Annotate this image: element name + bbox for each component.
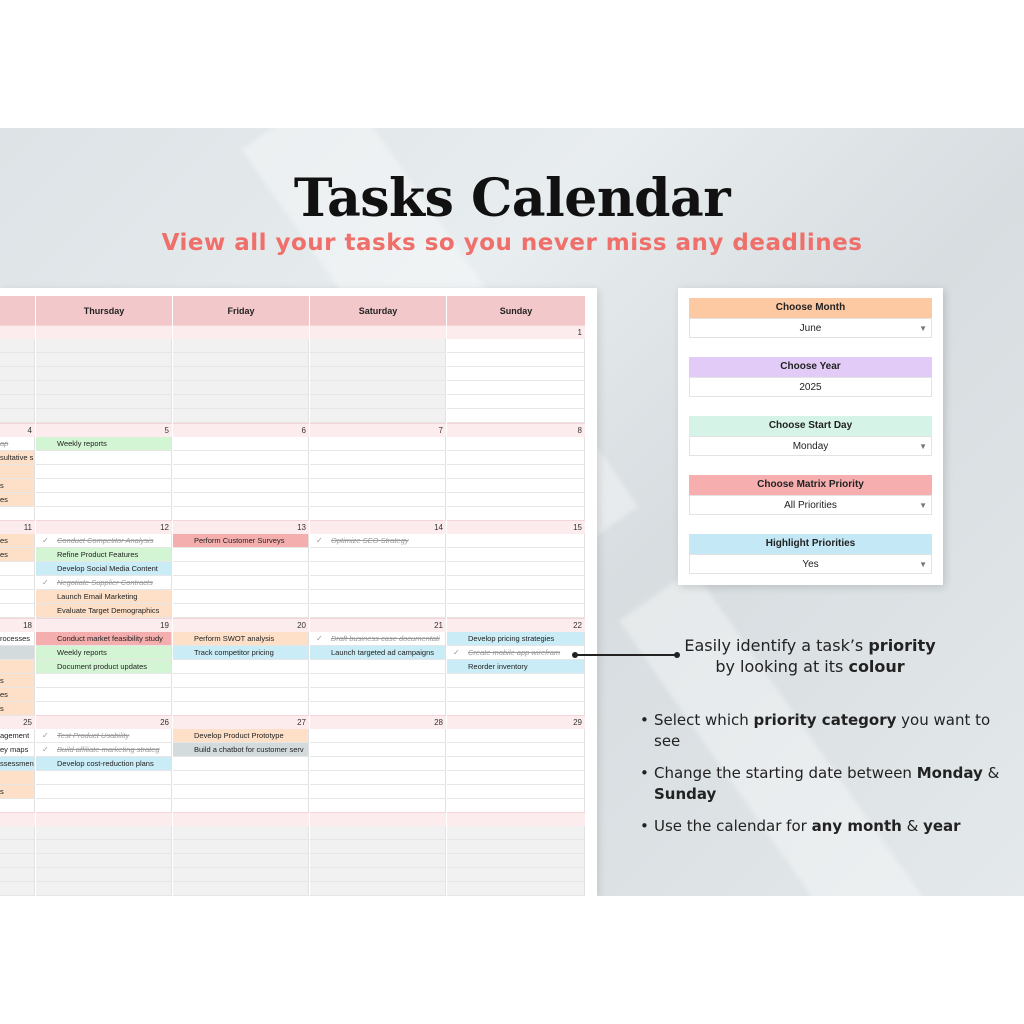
calendar-cell [447, 479, 585, 493]
banner-background [0, 128, 1024, 896]
task-item [0, 660, 35, 674]
calendar-cell [36, 381, 172, 395]
calendar-cell [310, 395, 446, 409]
calendar-cell [173, 576, 309, 590]
calendar-cell [173, 562, 309, 576]
calendar-cell [0, 353, 35, 367]
calendar-cell [36, 395, 172, 409]
calendar-cell [310, 381, 446, 395]
day-header-friday: Friday [173, 296, 309, 325]
calendar-cell [310, 840, 446, 854]
day-number: 11 [0, 520, 35, 534]
calendar-cell [173, 799, 309, 813]
check-icon: ✓ [316, 634, 323, 643]
bullet-item: • Select which priority category you want to see [640, 710, 1000, 752]
calendar-cell [310, 688, 446, 702]
calendar-cell [447, 534, 585, 548]
calendar-cell [310, 604, 446, 618]
calendar-cell [310, 367, 446, 381]
calendar-cell [173, 409, 309, 423]
calendar-cell [0, 868, 35, 882]
calendar-cell [36, 785, 172, 799]
calendar-cell [36, 493, 172, 507]
task-item: es [0, 688, 35, 702]
bullet-item: • Change the starting date between Monday & Sunday [640, 763, 1000, 805]
calendar-cell [0, 562, 35, 576]
calendar-cell [36, 771, 172, 785]
calendar-cell [310, 548, 446, 562]
calendar-cell [310, 882, 446, 896]
task-item: Track competitor pricing [173, 646, 309, 660]
calendar-cell [173, 840, 309, 854]
task-item: Reorder inventory [447, 660, 585, 674]
calendar-cell [447, 409, 585, 423]
calendar-cell [310, 479, 446, 493]
calendar-cell [310, 339, 446, 353]
control-label: Highlight Priorities [689, 534, 932, 554]
calendar-cell [447, 702, 585, 716]
calendar-cell [36, 799, 172, 813]
calendar-cell [36, 479, 172, 493]
day-number: 6 [173, 423, 309, 437]
calendar-cell [447, 548, 585, 562]
calendar-cell [173, 702, 309, 716]
task-item: ✓ Test Product Usability [36, 729, 172, 743]
calendar-cell [447, 507, 585, 521]
day-number [447, 812, 585, 826]
calendar-cell [0, 395, 35, 409]
calendar-cell [310, 785, 446, 799]
select-dropdown[interactable]: All Priorities ▼ [689, 495, 932, 515]
calendar-cell [447, 674, 585, 688]
control-label: Choose Month [689, 298, 932, 318]
day-number: 15 [447, 520, 585, 534]
calendar-cell [447, 590, 585, 604]
calendar-cell [173, 451, 309, 465]
task-item: s [0, 674, 35, 688]
calendar-cell [173, 854, 309, 868]
day-header-thursday: Thursday [36, 296, 172, 325]
chevron-down-icon[interactable]: ▼ [919, 324, 927, 333]
calendar-cell [0, 409, 35, 423]
task-item: Perform Customer Surveys [173, 534, 309, 548]
control-label: Choose Start Day [689, 416, 932, 436]
callout-text: by looking at its [715, 657, 849, 676]
callout-bold: priority [868, 636, 936, 655]
task-item [0, 646, 35, 660]
calendar-cell [0, 882, 35, 896]
task-item: s [0, 479, 35, 493]
calendar-cell [310, 702, 446, 716]
task-item: ✓ Create mobile app wirefram [447, 646, 585, 660]
day-header-partial [0, 296, 35, 325]
calendar-cell [0, 840, 35, 854]
task-item: ✓ Optimize SEO Strategy [310, 534, 446, 548]
calendar-cell [36, 409, 172, 423]
task-item: Launch Email Marketing [36, 590, 172, 604]
calendar-cell [36, 367, 172, 381]
calendar-cell [36, 702, 172, 716]
calendar-cell [0, 367, 35, 381]
task-item [0, 771, 35, 785]
chevron-down-icon[interactable]: ▼ [919, 501, 927, 510]
calendar-cell [447, 743, 585, 757]
day-number [36, 325, 172, 339]
calendar-cell [173, 437, 309, 451]
value-field[interactable]: 2025 [689, 377, 932, 397]
control-label: Choose Year [689, 357, 932, 377]
task-item: es [0, 548, 35, 562]
calendar-cell [310, 799, 446, 813]
calendar-cell [36, 854, 172, 868]
day-number: 29 [447, 715, 585, 729]
task-item: Evaluate Target Demographics [36, 604, 172, 618]
calendar-cell [447, 854, 585, 868]
day-number: 27 [173, 715, 309, 729]
calendar-cell [447, 882, 585, 896]
day-number [0, 325, 35, 339]
task-item: sultative s [0, 451, 35, 465]
day-number: 1 [447, 325, 585, 339]
day-header-sunday: Sunday [447, 296, 585, 325]
check-icon: ✓ [316, 536, 323, 545]
calendar-cell [447, 604, 585, 618]
day-number: 19 [36, 618, 172, 632]
calendar-cell [0, 381, 35, 395]
calendar-cell [447, 826, 585, 840]
calendar-cell [173, 353, 309, 367]
calendar-cell [310, 493, 446, 507]
calendar-cell [447, 451, 585, 465]
calendar-cell [310, 562, 446, 576]
task-item: Document product updates [36, 660, 172, 674]
task-item: Develop Product Prototype [173, 729, 309, 743]
calendar-cell [0, 799, 35, 813]
calendar-cell [173, 381, 309, 395]
callout-bold: colour [848, 657, 905, 676]
check-icon: ✓ [42, 731, 49, 740]
calendar-cell [447, 437, 585, 451]
calendar-cell [36, 840, 172, 854]
calendar-cell [36, 688, 172, 702]
calendar-cell [447, 840, 585, 854]
task-item: rocesses [0, 632, 35, 646]
calendar-cell [173, 367, 309, 381]
calendar-cell [173, 604, 309, 618]
calendar-cell [447, 381, 585, 395]
calendar-cell [310, 437, 446, 451]
callout-text: Easily identify a task’s [684, 636, 869, 655]
calendar-cell [310, 660, 446, 674]
calendar-cell [173, 548, 309, 562]
calendar-cell [447, 353, 585, 367]
task-item: ssessmen [0, 757, 35, 771]
calendar-cell [310, 674, 446, 688]
calendar-cell [447, 465, 585, 479]
calendar-cell [310, 826, 446, 840]
calendar-cell [310, 465, 446, 479]
check-icon: ✓ [42, 536, 49, 545]
calendar-cell [0, 826, 35, 840]
day-number: 14 [310, 520, 446, 534]
calendar-cell [310, 507, 446, 521]
controls-panel [678, 288, 943, 585]
task-item: ey maps [0, 743, 35, 757]
calendar-cell [173, 757, 309, 771]
day-number: 8 [447, 423, 585, 437]
calendar-cell [36, 507, 172, 521]
calendar-cell [173, 339, 309, 353]
task-item: es [0, 534, 35, 548]
task-item: ✓ Negotiate Supplier Contracts [36, 576, 172, 590]
task-item: agement [0, 729, 35, 743]
calendar-cell [447, 729, 585, 743]
page-subtitle: View all your tasks so you never miss any deadlines [161, 230, 863, 256]
task-item: ✓ Conduct Competitor Analysis [36, 534, 172, 548]
calendar-cell [36, 674, 172, 688]
day-number: 7 [310, 423, 446, 437]
day-header-saturday: Saturday [310, 296, 446, 325]
calendar-cell [173, 660, 309, 674]
calendar-cell [173, 771, 309, 785]
day-number: 20 [173, 618, 309, 632]
day-number: 4 [0, 423, 35, 437]
calendar-cell [447, 785, 585, 799]
calendar-cell [310, 729, 446, 743]
calendar-cell [173, 590, 309, 604]
calendar-cell [310, 353, 446, 367]
calendar-cell [447, 688, 585, 702]
calendar-cell [36, 339, 172, 353]
calendar-cell [173, 507, 309, 521]
calendar-cell [173, 493, 309, 507]
task-item: es [0, 493, 35, 507]
feature-bullets [640, 710, 1000, 848]
task-item: Weekly reports [36, 646, 172, 660]
calendar-cell [310, 743, 446, 757]
day-number: 5 [36, 423, 172, 437]
calendar-cell [36, 882, 172, 896]
control-label: Choose Matrix Priority [689, 475, 932, 495]
day-number [310, 812, 446, 826]
calendar-cell [447, 799, 585, 813]
select-dropdown[interactable]: Yes ▼ [689, 554, 932, 574]
select-dropdown[interactable]: June ▼ [689, 318, 932, 338]
calendar-cell [0, 854, 35, 868]
calendar-cell [310, 771, 446, 785]
calendar-cell [173, 785, 309, 799]
task-item: Develop cost-reduction plans [36, 757, 172, 771]
calendar-cell [310, 409, 446, 423]
calendar-cell [310, 854, 446, 868]
day-number [36, 812, 172, 826]
calendar-cell [36, 465, 172, 479]
calendar-cell [447, 576, 585, 590]
day-number: 18 [0, 618, 35, 632]
task-item: Perform SWOT analysis [173, 632, 309, 646]
calendar-cell [447, 367, 585, 381]
task-item [0, 465, 35, 479]
calendar-cell [447, 339, 585, 353]
calendar-cell [0, 576, 35, 590]
calendar-cell [447, 757, 585, 771]
task-item: s [0, 785, 35, 799]
calendar-cell [36, 868, 172, 882]
task-item: Build a chatbot for customer serv [173, 743, 309, 757]
check-icon: ✓ [453, 648, 460, 657]
calendar-cell [310, 451, 446, 465]
task-item: Develop pricing strategies [447, 632, 585, 646]
calendar-cell [173, 882, 309, 896]
calendar-cell [173, 395, 309, 409]
calendar-cell [36, 826, 172, 840]
day-number: 28 [310, 715, 446, 729]
task-item: ap [0, 437, 35, 451]
task-item: ✓ Build affiliate marketing strateg [36, 743, 172, 757]
calendar-cell [173, 688, 309, 702]
check-icon: ✓ [42, 578, 49, 587]
day-number: 26 [36, 715, 172, 729]
calendar-cell [36, 451, 172, 465]
day-number [0, 812, 35, 826]
calendar-cell [0, 507, 35, 521]
calendar-cell [447, 562, 585, 576]
task-item: s [0, 702, 35, 716]
calendar-cell [310, 590, 446, 604]
day-number [173, 325, 309, 339]
task-item: Weekly reports [36, 437, 172, 451]
calendar-cell [0, 339, 35, 353]
calendar-cell [173, 465, 309, 479]
calendar-cell [447, 395, 585, 409]
calendar-cell [447, 868, 585, 882]
page-title: Tasks Calendar [293, 168, 731, 229]
day-number: 21 [310, 618, 446, 632]
calendar-sheet [0, 288, 597, 896]
task-item: Develop Social Media Content [36, 562, 172, 576]
calendar-cell [36, 353, 172, 367]
calendar-cell [0, 604, 35, 618]
calendar-cell [173, 868, 309, 882]
day-number: 22 [447, 618, 585, 632]
calendar-cell [310, 757, 446, 771]
day-number [310, 325, 446, 339]
day-number: 25 [0, 715, 35, 729]
task-item: Conduct market feasibility study [36, 632, 172, 646]
day-number: 13 [173, 520, 309, 534]
select-dropdown[interactable]: Monday ▼ [689, 436, 932, 456]
calendar-cell [447, 771, 585, 785]
task-item: ✓ Draft business case documentati [310, 632, 446, 646]
task-item: Refine Product Features [36, 548, 172, 562]
day-number [173, 812, 309, 826]
calendar-cell [310, 868, 446, 882]
chevron-down-icon[interactable]: ▼ [919, 560, 927, 569]
calendar-cell [173, 479, 309, 493]
calendar-cell [173, 674, 309, 688]
priority-callout [640, 635, 980, 677]
calendar-cell [310, 576, 446, 590]
check-icon: ✓ [42, 745, 49, 754]
calendar-cell [0, 590, 35, 604]
bullet-item: • Use the calendar for any month & year [640, 816, 1000, 837]
calendar-cell [173, 826, 309, 840]
calendar-cell [447, 493, 585, 507]
chevron-down-icon[interactable]: ▼ [919, 442, 927, 451]
task-item: Launch targeted ad campaigns [310, 646, 446, 660]
day-number: 12 [36, 520, 172, 534]
